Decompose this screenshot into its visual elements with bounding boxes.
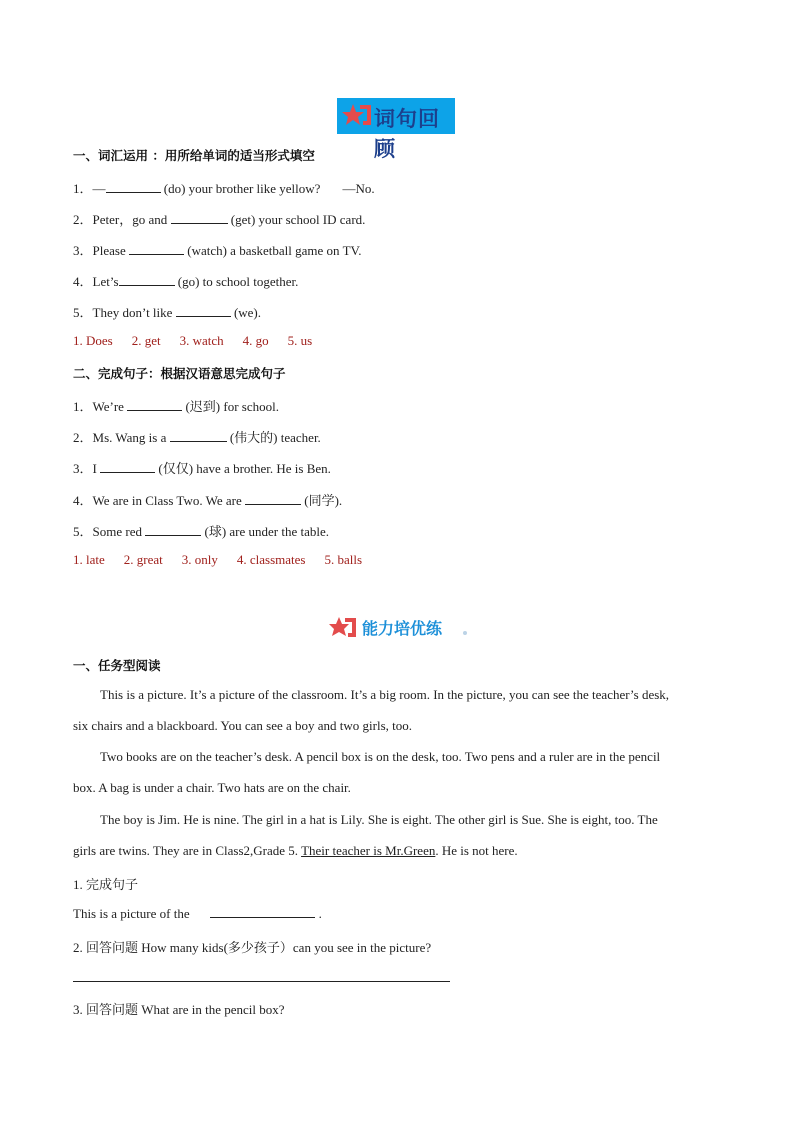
- reading-paragraph-1: This is a picture. It’s a picture of the classroom. It’s a big room. In the picture, you can see the teacher’s desk,: [100, 687, 670, 702]
- answer-blank[interactable]: [245, 492, 301, 505]
- section-heading: 一、词汇运用 ：用所给单词的适当形式填空: [73, 148, 315, 163]
- task-1-label: 1. 完成句子: [73, 877, 139, 892]
- question-5: 5．Some red (球) are under the table.: [73, 524, 330, 539]
- reading-paragraph-2: Two books are on the teacher’s desk. A pencil box is on the desk, too. Two pens and a ruler are in the pencil: [100, 749, 661, 764]
- answer-blank[interactable]: [171, 211, 228, 224]
- task-1-sentence: This is a picture of the .: [73, 906, 322, 921]
- answer-key: 1. Does 2. get 3. watch 4. go 5. us: [73, 333, 313, 348]
- answer-blank[interactable]: [119, 273, 175, 286]
- answer-blank[interactable]: [129, 242, 184, 255]
- banner-title: 能力培优练: [362, 619, 443, 638]
- task-3-question: 3. 回答问题 What are in the pencil box?: [73, 1002, 285, 1017]
- answer-blank[interactable]: [145, 523, 201, 536]
- answer-blank[interactable]: [170, 429, 227, 442]
- answer-blank[interactable]: [127, 398, 182, 411]
- star-icon: [341, 103, 371, 129]
- answer-line[interactable]: [73, 981, 450, 982]
- section-heading: 一、任务型阅读: [73, 658, 161, 673]
- question-4: 4．Let’s (go) to school together.: [73, 274, 299, 289]
- question-4: 4．We are in Class Two. We are (同学).: [73, 493, 343, 508]
- answer-blank[interactable]: [176, 304, 231, 317]
- underlined-sentence: Their teacher is Mr.Green: [301, 843, 436, 858]
- reading-paragraph-3: The boy is Jim. He is nine. The girl in a hat is Lily. She is eight. The other girl is Sue. She is eight, too. The: [100, 812, 658, 827]
- question-1: 1．We’re (迟到) for school.: [73, 399, 279, 414]
- star-icon: [328, 616, 356, 640]
- answer-blank[interactable]: [106, 180, 161, 193]
- reading-paragraph-3-cont: girls are twins. They are in Class2,Grade 5. Their teacher is Mr.Green. He is not here.: [73, 843, 518, 858]
- question-1: 1．— (do) your brother like yellow? —No.: [73, 181, 375, 196]
- task-2-question: 2. 回答问题 How many kids(多少孩子）can you see in the picture?: [73, 940, 432, 955]
- section-heading: 二、完成句子：根据汉语意思完成句子: [73, 366, 286, 381]
- decorative-dot: [463, 631, 467, 635]
- question-3: 3．Please (watch) a basketball game on TV.: [73, 243, 362, 258]
- question-2: 2．Ms. Wang is a (伟大的) teacher.: [73, 430, 321, 445]
- answer-blank[interactable]: [100, 460, 155, 473]
- reading-paragraph-1-cont: six chairs and a blackboard. You can see a boy and two girls, too.: [73, 718, 413, 733]
- answer-key: 1. late 2. great 3. only 4. classmates 5. balls: [73, 552, 363, 567]
- banner-title: 词句回顾: [374, 107, 440, 161]
- section-banner-review: [337, 98, 455, 161]
- reading-paragraph-2-cont: box. A bag is under a chair. Two hats are on the chair.: [73, 780, 351, 795]
- answer-blank[interactable]: [210, 905, 315, 918]
- question-3: 3．I (仅仅) have a brother. He is Ben.: [73, 461, 331, 476]
- question-2: 2．Peter，go and (get) your school ID card.: [73, 212, 366, 227]
- section-banner-ability: [328, 615, 468, 641]
- question-5: 5．They don’t like (we).: [73, 305, 262, 320]
